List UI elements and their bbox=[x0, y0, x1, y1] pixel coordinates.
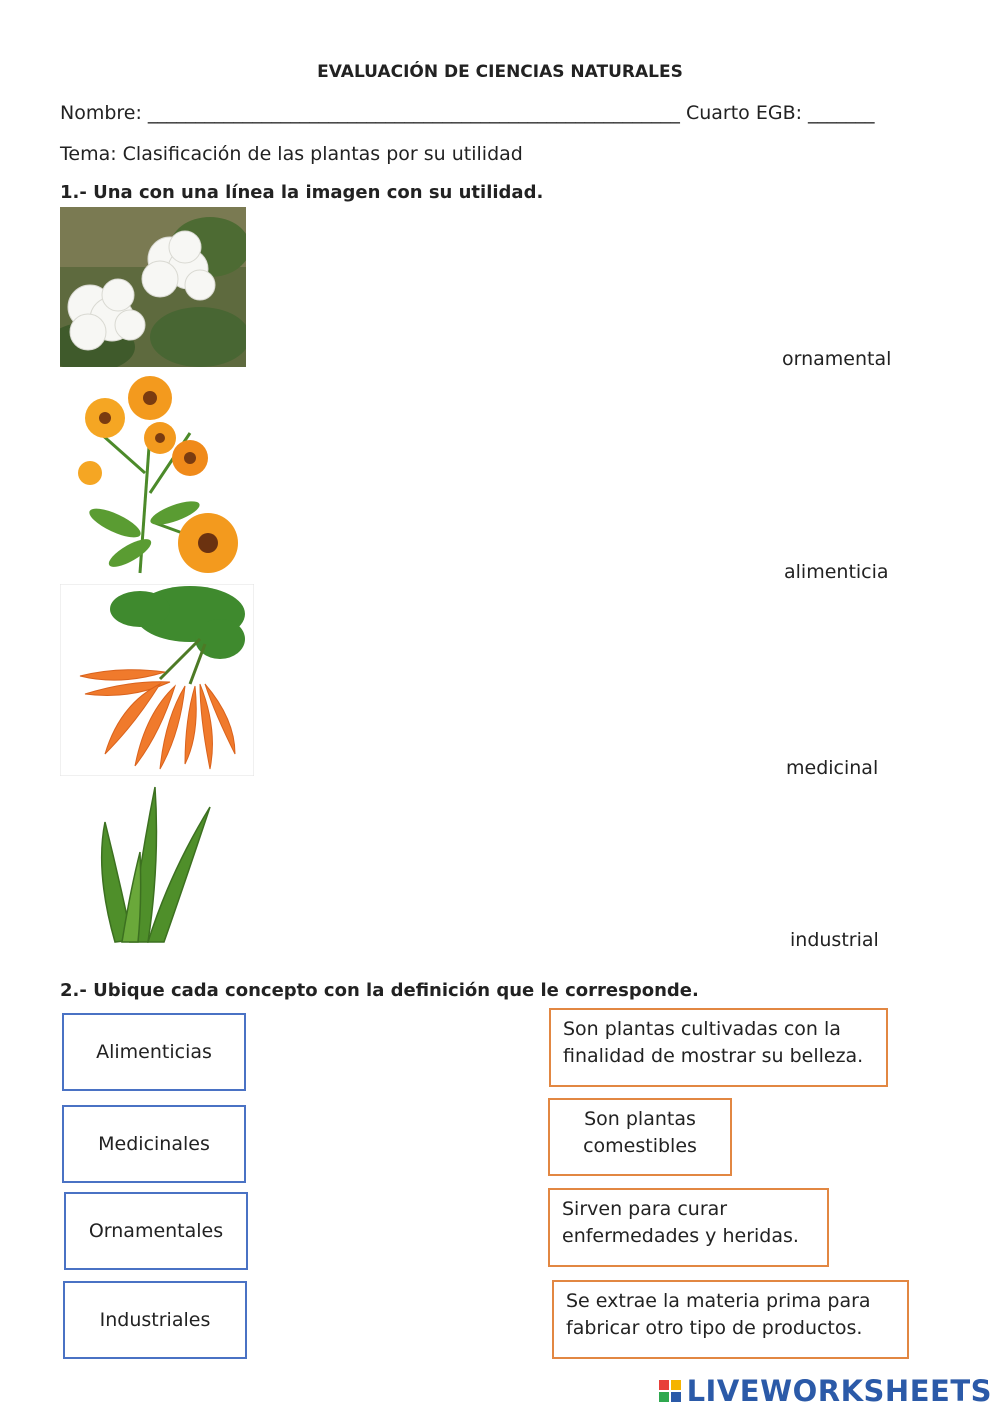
liveworksheets-logo-icon bbox=[659, 1380, 681, 1402]
question-1-prompt: 1.- Una con una línea la imagen con su utilidad. bbox=[60, 182, 544, 203]
page-title: EVALUACIÓN DE CIENCIAS NATURALES bbox=[317, 62, 683, 82]
question-2-prompt: 2.- Ubique cada concepto con la definición que le corresponde. bbox=[60, 980, 699, 1001]
calendula-flower-image[interactable] bbox=[60, 373, 246, 578]
aloe-illustration bbox=[60, 782, 246, 948]
label-medicinal[interactable]: medicinal bbox=[786, 757, 879, 779]
concept-box-medicinales[interactable]: Medicinales bbox=[62, 1105, 246, 1183]
aloe-vera-image[interactable] bbox=[60, 782, 246, 948]
carrots-image[interactable] bbox=[60, 584, 254, 776]
label-ornamental[interactable]: ornamental bbox=[782, 348, 892, 370]
concept-box-alimenticias[interactable]: Alimenticias bbox=[62, 1013, 246, 1091]
concept-box-industriales[interactable]: Industriales bbox=[63, 1281, 247, 1359]
label-alimenticia[interactable]: alimenticia bbox=[784, 561, 889, 583]
cotton-image[interactable] bbox=[60, 207, 246, 367]
name-line: Nombre: ________________________________________________________ Cuarto EGB: _______ bbox=[60, 102, 875, 124]
definition-box-belleza[interactable]: Son plantas cultivadas con la finalidad de mostrar su belleza. bbox=[549, 1008, 888, 1087]
liveworksheets-logo bbox=[659, 1374, 992, 1408]
topic-line: Tema: Clasificación de las plantas por su utilidad bbox=[60, 143, 523, 165]
definition-box-materia-prima[interactable]: Se extrae la materia prima para fabricar otro tipo de productos. bbox=[552, 1280, 909, 1359]
label-industrial[interactable]: industrial bbox=[790, 929, 879, 951]
calendula-illustration bbox=[60, 373, 246, 578]
brand-name: LIVEWORKSHEETS bbox=[686, 1374, 992, 1408]
carrots-illustration bbox=[60, 584, 254, 776]
cotton-illustration bbox=[60, 207, 246, 367]
definition-box-comestibles[interactable]: Son plantas comestibles bbox=[548, 1098, 732, 1176]
concept-box-ornamentales[interactable]: Ornamentales bbox=[64, 1192, 248, 1270]
definition-box-curar[interactable]: Sirven para curar enfermedades y heridas. bbox=[548, 1188, 829, 1267]
